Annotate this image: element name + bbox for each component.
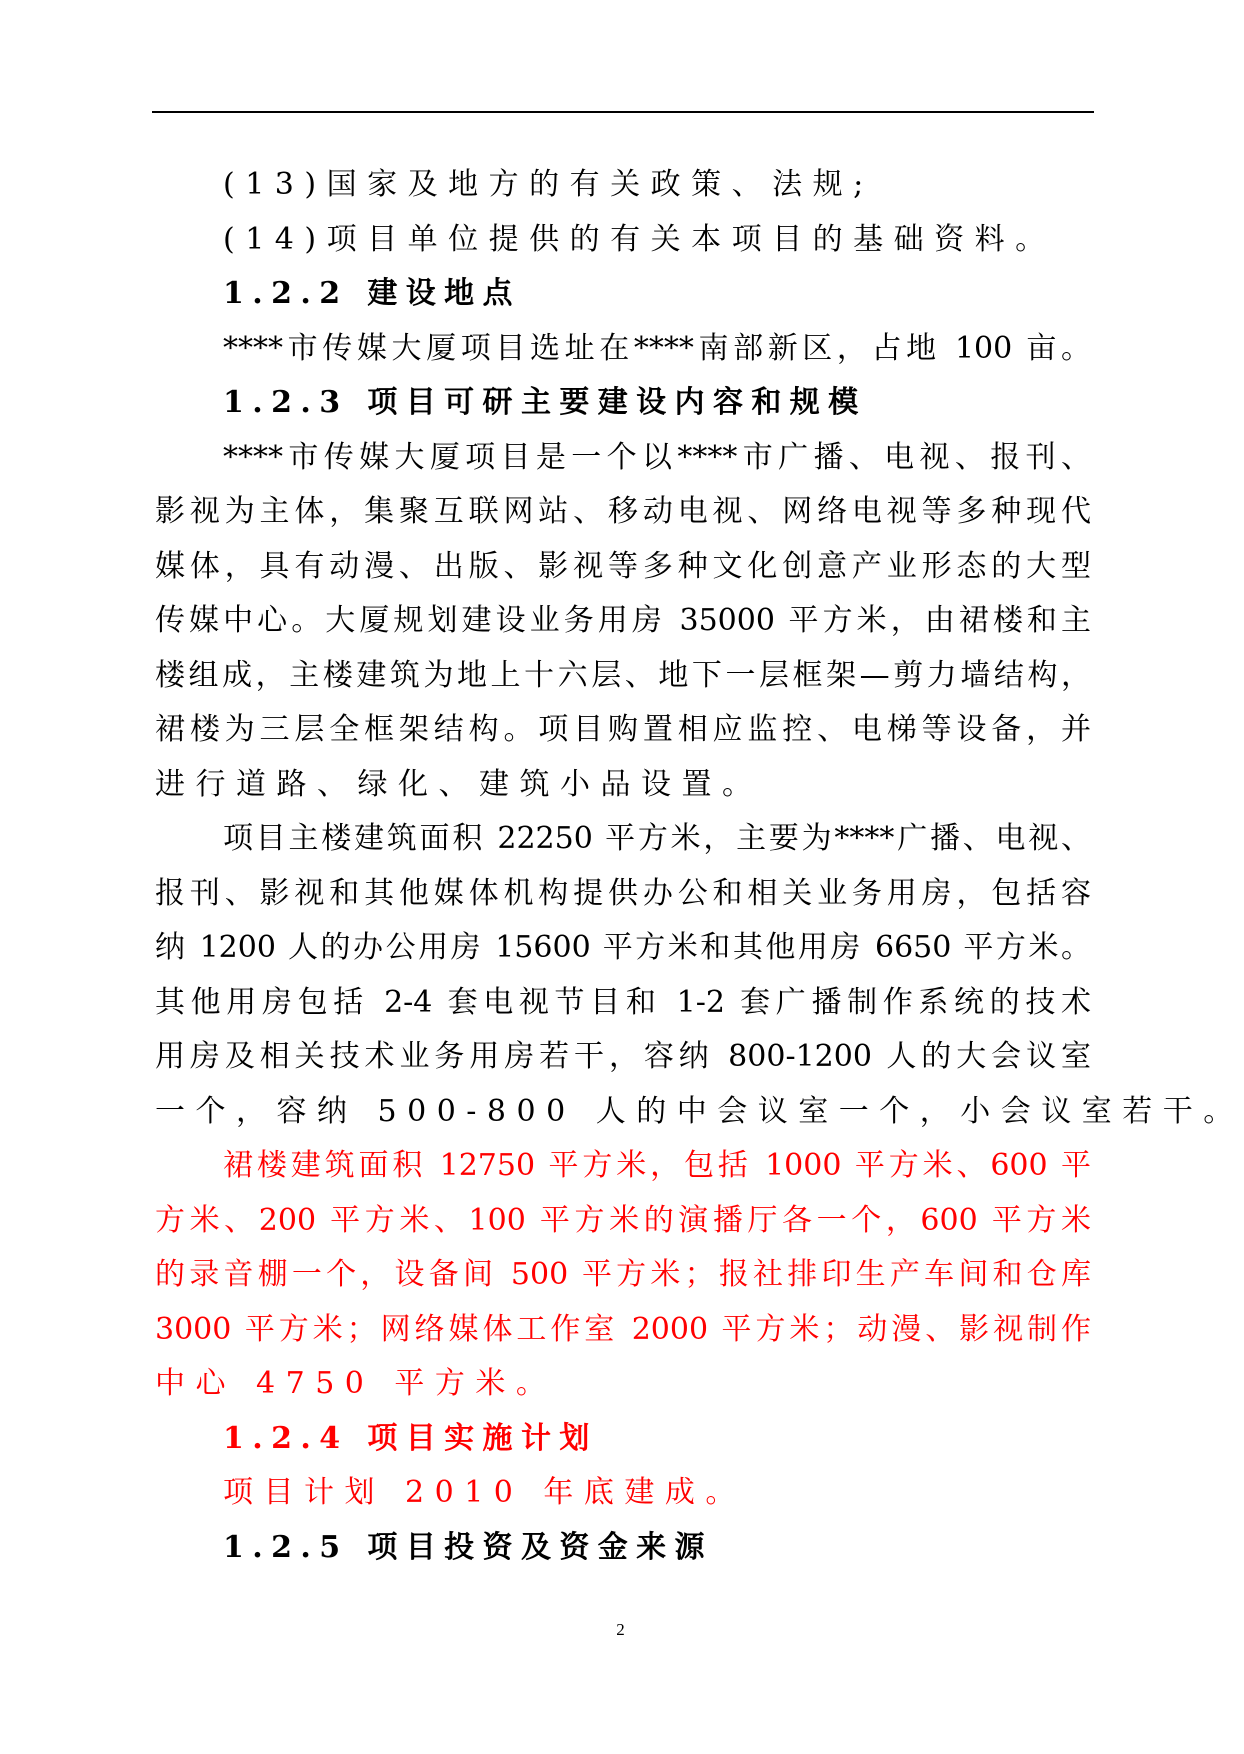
section-heading-1-2-2: 1.2.2 建设地点: [223, 276, 521, 311]
highlighted-paragraph-line: 的录音棚一个，设备间 500 平方米；报社排印生产车间和仓库: [155, 1257, 1091, 1292]
paragraph-line: 影视为主体，集聚互联网站、移动电视、网络电视等多种现代: [155, 494, 1091, 529]
highlighted-paragraph-line: 裙楼建筑面积 12750 平方米，包括 1000 平方米、600 平: [223, 1148, 1091, 1183]
paragraph-line: 一个，容纳 500-800 人的中会议室一个，小会议室若干。: [155, 1093, 1244, 1129]
section-heading-1-2-5: 1.2.5 项目投资及资金来源: [223, 1529, 713, 1565]
paragraph-line: 项目主楼建筑面积 22250 平方米，主要为****广播、电视、: [223, 821, 1091, 856]
paragraph-line: 楼组成，主楼建筑为地上十六层、地下一层框架—剪力墙结构，: [155, 657, 1091, 693]
highlighted-paragraph-line: 方米、200 平方米、100 平方米的演播厅各一个，600 平方米: [155, 1202, 1091, 1238]
list-item-13: (13)国家及地方的有关政策、法规;: [223, 167, 874, 202]
highlighted-paragraph-line: 中心 4750 平方米。: [155, 1366, 557, 1401]
paragraph-line: 媒体，具有动漫、出版、影视等多种文化创意产业形态的大型: [155, 548, 1091, 584]
paragraph-line: 传媒中心。大厦规划建设业务用房 35000 平方米，由裙楼和主: [155, 603, 1091, 638]
highlighted-paragraph-line: 项目计划 2010 年底建成。: [223, 1475, 746, 1510]
section-heading-1-2-3: 1.2.3 项目可研主要建设内容和规模: [223, 385, 867, 420]
paragraph-line: ****市传媒大厦项目选址在****南部新区，占地 100 亩。: [223, 330, 1091, 366]
paragraph-line: ****市传媒大厦项目是一个以****市广播、电视、报刊、: [223, 439, 1091, 475]
highlighted-paragraph-line: 3000 平方米；网络媒体工作室 2000 平方米；动漫、影视制作: [155, 1311, 1091, 1347]
paragraph-line: 纳 1200 人的办公用房 15600 平方米和其他用房 6650 平方米。: [155, 930, 1091, 965]
paragraph-line: 其他用房包括 2-4 套电视节目和 1-2 套广播制作系统的技术: [155, 984, 1091, 1020]
page-number: 2: [616, 1620, 625, 1639]
document-body: [155, 158, 1244, 1575]
paragraph-line: 报刊、影视和其他媒体机构提供办公和相关业务用房，包括容: [155, 875, 1091, 911]
paragraph-line: 裙楼为三层全框架结构。项目购置相应监控、电梯等设备，并: [155, 712, 1091, 747]
header-rule: [152, 111, 1094, 113]
paragraph-line: 用房及相关技术业务用房若干，容纳 800-1200 人的大会议室: [155, 1039, 1091, 1074]
section-heading-1-2-4: 1.2.4 项目实施计划: [223, 1420, 598, 1456]
paragraph-line: 进行道路、绿化、建筑小品设置。: [155, 766, 763, 802]
list-item-14: (14)项目单位提供的有关本项目的基础资料。: [223, 221, 1056, 257]
